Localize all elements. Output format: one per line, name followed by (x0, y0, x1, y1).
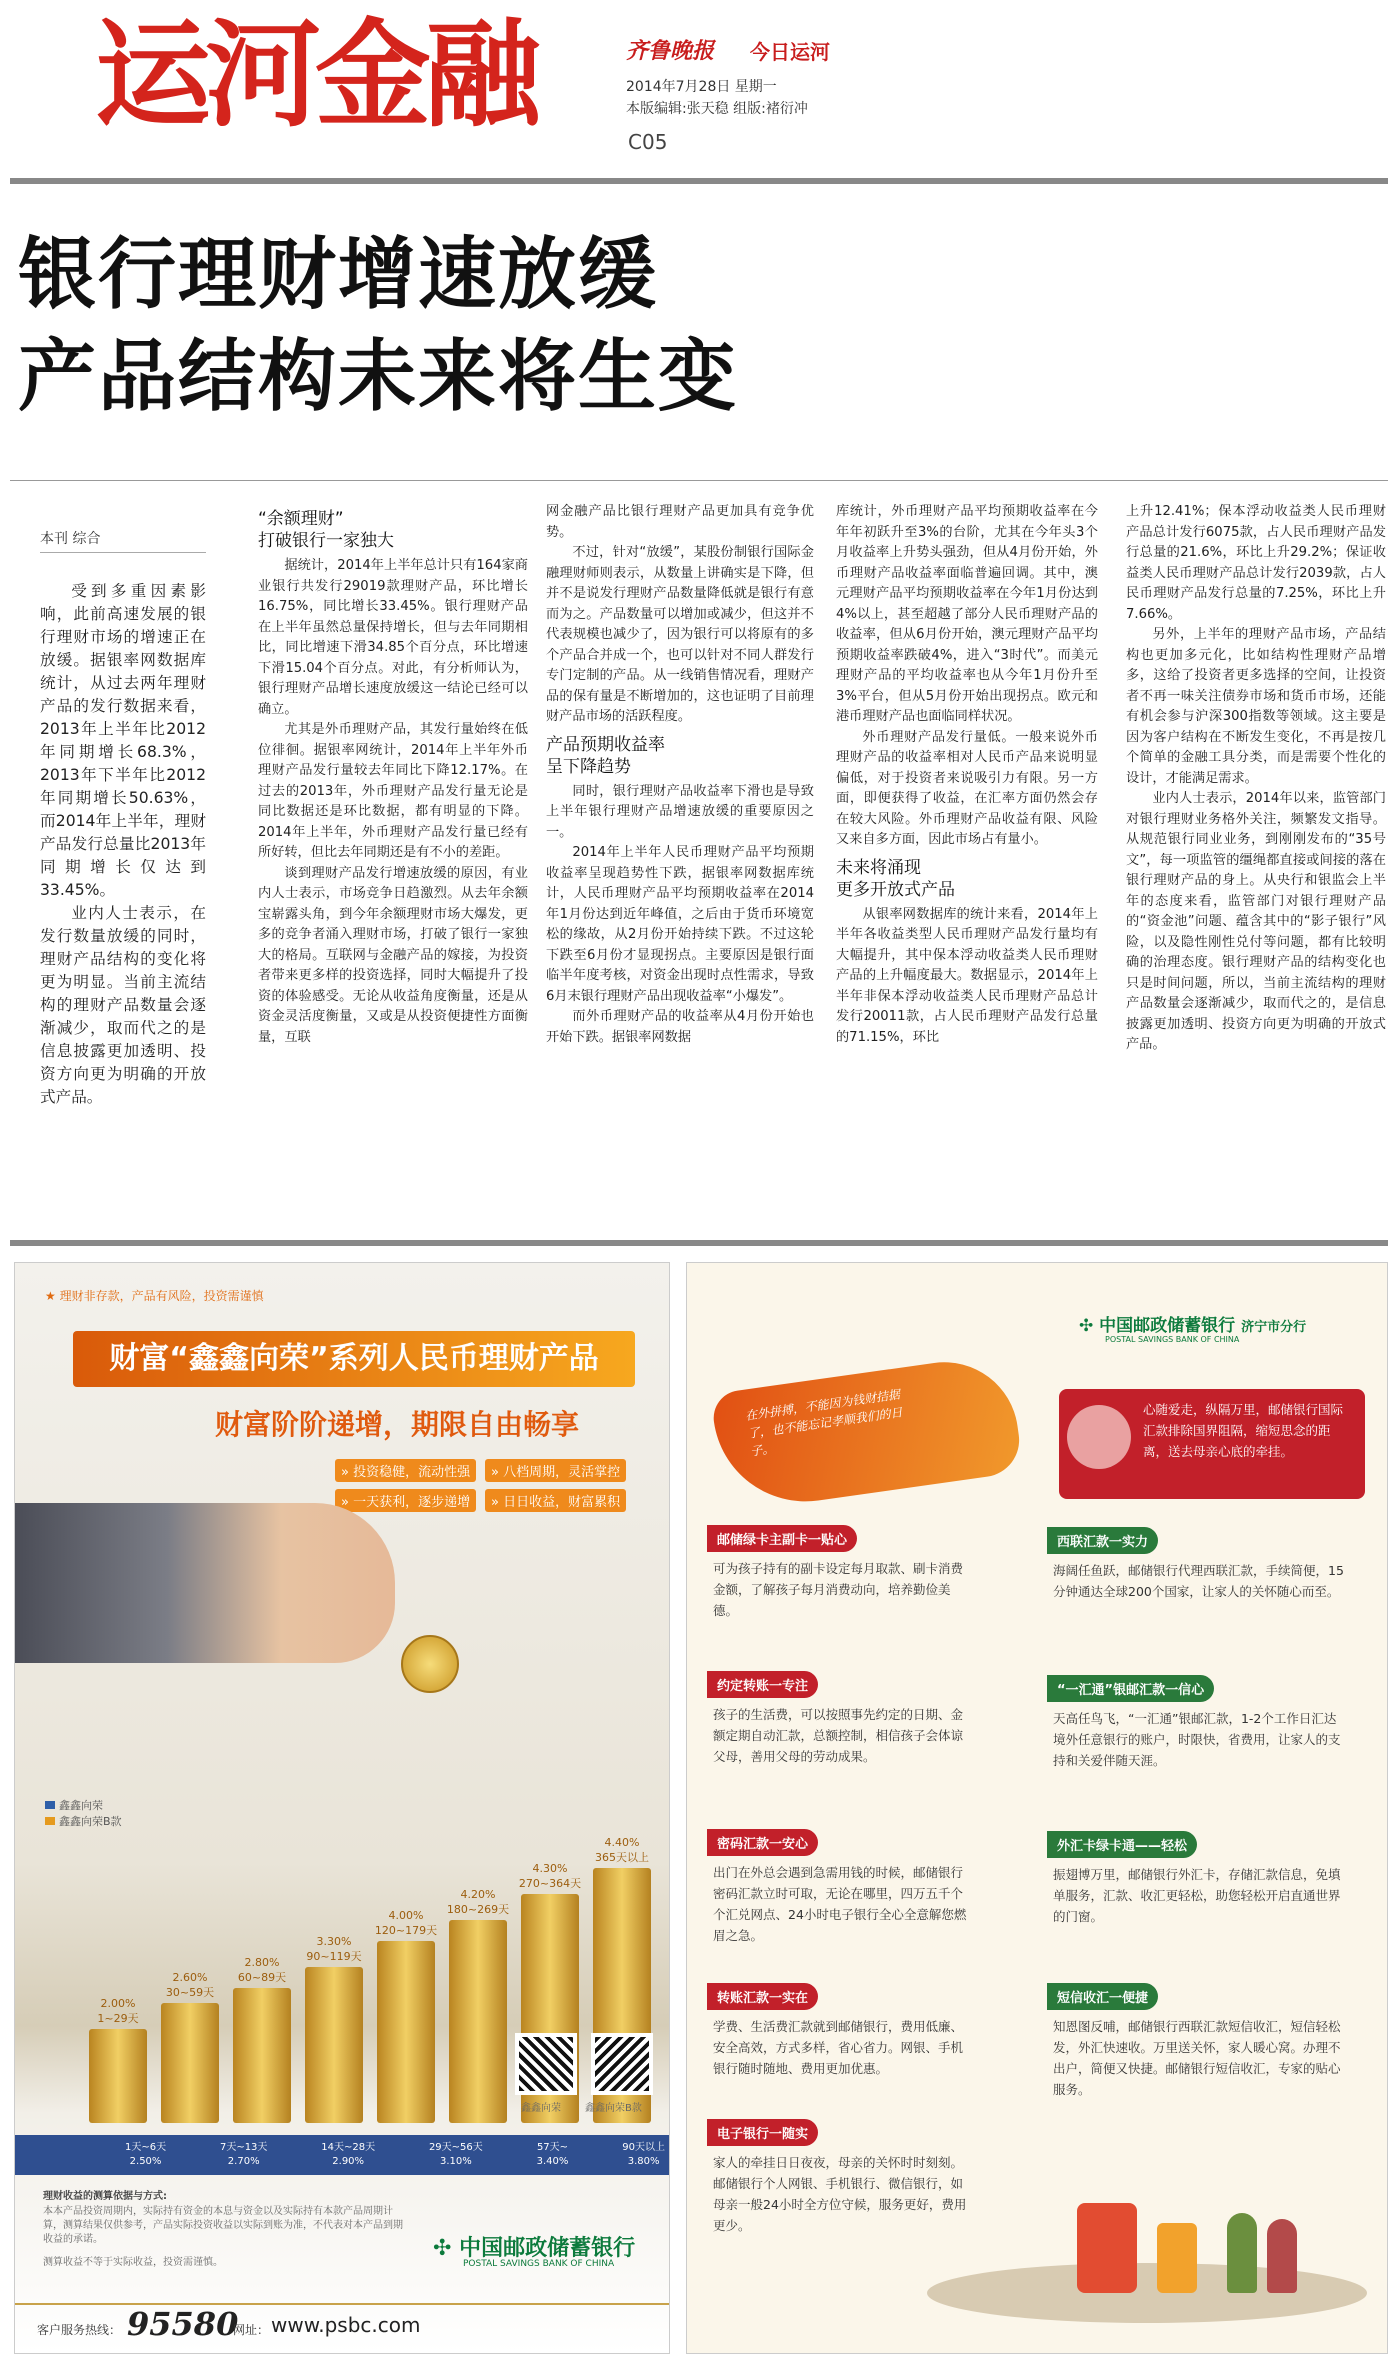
rate-term: 30~59天 (165, 1986, 215, 1999)
service-item (707, 1671, 967, 1767)
article-column-2 (546, 502, 814, 1048)
rate-label (582, 1836, 662, 1865)
subheading-line-1: 未来将涌现 (836, 857, 921, 878)
rate-term: 60~89天 (237, 1971, 287, 1984)
website-label: 网址： (233, 2323, 270, 2337)
hotline-number[interactable]: 95580 (127, 2305, 239, 2343)
headline-line-1: 银行理财增速放缓 (18, 230, 659, 320)
subheading-line-2: 更多开放式产品 (836, 879, 955, 900)
bank-name-en: POSTAL SAVINGS BANK OF CHINA (1105, 1335, 1240, 1344)
feature-tag: » 一天获利，逐步递增 (335, 1489, 476, 1512)
article-bottom-divider (10, 1240, 1388, 1246)
body-paragraph: 尤其是外币理财产品，其发行量始终在低位徘徊。据银率网统计，2014年上半年外币理财产品发行量较去年同比下降12.17%。在过去的2013年，外币理财产品发行量无论是同比数据还是环比数据，都有明显的下降。2014年上半年，外币理财产品发行量已经有所好转，但比去年同期还是有不小的差距。 (258, 722, 528, 860)
rate-table-cell (220, 2141, 267, 2171)
page-number: C05 (628, 130, 668, 154)
rate-term: 14天~28天 (321, 2142, 376, 2153)
service-description: 海阔任鱼跃，邮储银行代理西联汇款，手续简便，15分钟通达全球200个国家，让家人的关怀随心而至。 (1053, 1563, 1344, 1599)
hotline-label: 客户服务热线： (37, 2323, 122, 2337)
service-title: 外汇卡绿卡通——轻松 (1047, 1831, 1197, 1858)
body-paragraph: 网金融产品比银行理财产品更加具有竞争优势。 (546, 504, 814, 540)
family-illustration (927, 2203, 1367, 2343)
subheading (836, 857, 1098, 901)
article-column-3 (836, 502, 1098, 1048)
rate-value: 3.40% (536, 2156, 569, 2167)
lead-paragraph: 受到多重因素影响，此前高速发展的银行理财市场的增速正在放缓。据银率网数据库统计，从过去两年理财产品的发行数据来看，2013年上半年比2012年同期增长68.3%，2013年下半年比2012年同期增长50.63%，而2014年上半年，理财产品发行总量比2013年同期增长仅达到33.45%。 (40, 582, 206, 899)
masthead-divider (10, 178, 1388, 184)
body-paragraph: 业内人士表示，2014年以来，监管部门对银行理财业务格外关注，频繁发文指导。从规范银行同业业务，到刚刚发布的“35号文”，每一项监管的缰绳都直接或间接的落在银行理财产品的身上。从央行和银监会上半年的态度来看，监管部门对银行理财产品的“资金池”问题、蕴含其中的“影子银行”风险，以及隐性刚性兑付等问题，都有比较明确的治理态度。银行理财产品的结构变化也只是时间问题，所以，当前主流结构的理财产品数量会逐渐减少，取而代之的，是信息披露更加透明、投资方向更为明确的开放式产品。 (1126, 791, 1386, 1052)
rate-term: 365天以上 (595, 1851, 649, 1864)
service-title: 转账汇款一实在 (707, 1983, 818, 2010)
building-icon (1157, 2223, 1197, 2293)
rate-term: 270~364天 (518, 1877, 582, 1890)
remittance-ad (686, 1262, 1388, 2354)
subheading-line-1: 产品预期收益率 (546, 734, 665, 755)
rate-value: 4.20% (460, 1888, 496, 1901)
ground-shape (927, 2263, 1367, 2323)
building-icon (1077, 2203, 1137, 2293)
rate-label (510, 1862, 590, 1891)
rate-value: 4.40% (604, 1836, 640, 1849)
intro-text: 心随爱走，纵隔万里，邮储银行国际汇款排除国界阻隔，缩短思念的距离，送去母亲心底的牵挂。 (1143, 1402, 1344, 1459)
body-paragraph: 同时，银行理财产品收益率下滑也是导致上半年银行理财产品增速放缓的重要原因之一。 (546, 783, 814, 840)
body-paragraph: 据统计，2014年上半年总计只有164家商业银行共发行29019款理财产品，环比增长16.75%，同比增长33.45%。银行理财产品在上半年虽然总量保持增长，但与去年同期相比，同比增速下滑34.85个百分点，环比增速下滑15.04个百分点。对此，有分析师认为，银行理财产品增长速度放缓这一结论已经可以确立。 (258, 558, 528, 717)
rate-table-cell (537, 2141, 569, 2171)
service-item (1047, 1983, 1347, 2100)
service-title: 密码汇款一安心 (707, 1829, 818, 1856)
article-column-1 (258, 502, 528, 1048)
rate-value: 2.90% (332, 2156, 365, 2167)
service-description: 孩子的生活费，可以按照事先约定的日期、金额定期自动汇款，总额控制，相信孩子会体谅父母，善用父母的劳动成果。 (713, 1707, 964, 1764)
article-column-4 (1126, 502, 1386, 1056)
subheading (546, 734, 814, 778)
rate-term: 29天~56天 (428, 2142, 483, 2153)
rate-value: 2.00% (100, 1997, 136, 2010)
body-paragraph: 另外，上半年的理财产品市场，产品结构也更加多元化，比如结构性理财产品增多，这给了投资者更多选择的空间，让投资者不再一味关注债券市场和货币市场，还能有机会参与沪深300指数等领域。这主要是因为客户结构在不断发生变化，不再是按几个简单的金融工具分类，而是需要个性化的设计，才能满足需求。 (1126, 627, 1386, 786)
bank-name: 中国邮政储蓄银行 (459, 2236, 636, 2261)
feature-tag: » 日日收益，财富累积 (485, 1489, 626, 1512)
rate-value: 2.80% (244, 1956, 280, 1969)
coin-stack-bar (89, 2029, 147, 2123)
rate-label (78, 1997, 158, 2026)
body-paragraph: 库统计，外币理财产品平均预期收益率在今年年初跃升至3%的台阶，尤其在今年头3个月收益率上升势头强劲，但从4月份开始，外币理财产品收益率面临普遍回调。其中，澳元理财产品平均预期收益率在今年1月份达到4%以上，甚至超越了部分人民币理财产品的收益率，但从6月份开始，澳元理财产品平均预期收益率跌破4%，进入“3时代”。而美元理财产品的平均收益率也从今年1月份升至3%平台，但从5月份开始出现拐点。欧元和港币理财产品也面临同样状况。 (836, 504, 1098, 724)
note-title: 理财收益的测算依据与方式: (43, 2191, 167, 2202)
legend-label: 鑫鑫向荣B款 (59, 1815, 122, 1828)
rate-value: 2.70% (227, 2156, 260, 2167)
service-description: 学费、生活费汇款就到邮储银行，费用低廉、安全高效，方式多样，省心省力。网银、手机银行随时随地、费用更加优惠。 (713, 2019, 964, 2076)
rate-value: 2.60% (172, 1971, 208, 1984)
rate-term: 1天~6天 (125, 2142, 167, 2153)
qr-code[interactable] (515, 2033, 577, 2095)
rate-term: 7天~13天 (219, 2142, 268, 2153)
person-icon (1227, 2213, 1257, 2293)
rate-label (438, 1888, 518, 1917)
note-disclaimer: 测算收益不等于实际收益，投资需谨慎。 (43, 2257, 223, 2268)
service-title: 电子银行一随实 (707, 2119, 818, 2146)
service-description: 知恩图反哺，邮储银行西联汇款短信收汇，短信轻松发，外汇快速收。万里送关怀，家人暖心窝。办理不出户，简便又快捷。邮储银行短信收汇，专家的贴心服务。 (1053, 2019, 1341, 2097)
service-title: 短信收汇一便捷 (1047, 1983, 1158, 2010)
rate-value: 3.10% (439, 2156, 472, 2167)
headline-divider (10, 480, 1388, 481)
feature-tag: » 八档周期，灵活掌控 (485, 1459, 626, 1482)
legend-swatch (45, 1817, 55, 1825)
newspaper-name: 齐鲁晚报 (626, 39, 715, 64)
lead-paragraph: 业内人士表示，在发行数量放缓的同时，理财产品结构的变化将更为明显。当前主流结构的理财产品数量会逐渐减少，取而代之的是信息披露更加透明、投资方向更为明确的开放式产品。 (40, 904, 206, 1106)
qr-label: 鑫鑫向荣 (521, 2103, 561, 2114)
website-link[interactable]: www.psbc.com (271, 2313, 421, 2337)
rate-term: 120~179天 (374, 1924, 438, 1937)
rate-table-cell (321, 2141, 375, 2171)
rate-term: 180~269天 (446, 1903, 510, 1916)
service-title: “一汇通”银邮汇款一信心 (1047, 1675, 1214, 1702)
legend-label: 鑫鑫向荣 (59, 1799, 103, 1812)
coin-stack-bar (377, 1941, 435, 2123)
service-description: 振翅博万里，邮储银行外汇卡，存储汇款信息，免填单服务，汇款、收汇更轻松，助您轻松开启直通世界的门窗。 (1053, 1867, 1341, 1924)
subheading-line-1: “余额理财” (258, 509, 344, 529)
ad-footer-rule (15, 2303, 669, 2305)
bank-name: 中国邮政储蓄银行 (1099, 1316, 1236, 1336)
rate-term: 1~29天 (97, 2012, 139, 2025)
rate-value: 3.80% (627, 2156, 660, 2167)
headline-line-2: 产品结构未来将生变 (18, 332, 739, 422)
service-title: 邮储绿卡主副卡一贴心 (707, 1525, 857, 1552)
feature-tag: » 投资稳健，流动性强 (335, 1459, 476, 1482)
service-description: 家人的牵挂日日夜夜，母亲的关怀时时刻刻。邮储银行个人网银、手机银行、微信银行，如母亲一般24小时全方位守候，服务更好，费用更少。 (713, 2155, 967, 2233)
rate-term: 90~119天 (306, 1950, 362, 1963)
rate-label (222, 1956, 302, 1985)
rate-table-cell (429, 2141, 483, 2171)
coin-stack-bar (233, 1988, 291, 2123)
service-item (707, 1829, 967, 1946)
issue-date: 2014年7月28日 星期一 (626, 79, 777, 95)
rate-value: 4.30% (532, 1862, 568, 1875)
rate-label (366, 1909, 446, 1938)
rate-label (150, 1971, 230, 2000)
service-item (707, 1525, 967, 1621)
coin-stack-bar (161, 2003, 219, 2123)
coin-stack-bar (449, 1920, 507, 2123)
bank-logo-icon: ✣ (1079, 1316, 1100, 1336)
service-item (1047, 1527, 1347, 1602)
byline: 本刊 综合 (40, 531, 101, 547)
lead-column (40, 580, 206, 1109)
section-masthead: 运河金融 (95, 8, 535, 143)
body-paragraph: 2014年上半年人民币理财产品平均预期收益率呈现趋势性下跌，据银率网数据库统计，人民币理财产品平均预期收益率在2014年1月份达到近年峰值，之后由于货币环境宽松的缘故，从2月份开始持续下跌。不过这轮下跌至6月份才显现拐点。主要原因是银行面临半年度考核，对资金出现时点性需求，导致6月末银行理财产品出现收益率“小爆发”。 (546, 845, 814, 1004)
coin-stack-bar (305, 1967, 363, 2123)
service-description: 出门在外总会遇到急需用钱的时候，邮储银行密码汇款立时可取，无论在哪里，四万五千个个汇兑网点、24小时电子银行全心全意解您燃眉之急。 (713, 1865, 967, 1943)
bank-logo-icon: ✣ (433, 2236, 460, 2261)
note-body: 本本产品投资周期内，实际持有资金的本息与资金以及实际持有本款产品周期计算，测算结果仅供参考，产品实际投资收益以实际到账为准，不代表对本产品到期收益的承诺。 (43, 2206, 403, 2245)
subheading-line-2: 打破银行一家独大 (258, 531, 394, 551)
rate-value: 3.30% (316, 1935, 352, 1948)
edition-name: 今日运河 (750, 40, 830, 64)
brush-text: 在外拼搏，不能因为钱财拮据了，也不能忘记孝顺我们的日子。 (744, 1387, 904, 1459)
ad-subtitle: 财富阶阶递增，期限自由畅享 (215, 1408, 580, 1441)
service-title: 约定转账一专注 (707, 1671, 818, 1698)
body-paragraph: 从银率网数据库的统计来看，2014年上半年各收益类型人民币理财产品发行量均有大幅提升，其中保本浮动收益类人民币理财产品的上升幅度最大。数据显示，2014年上半年非保本浮动收益类人民币理财产品总计发行20011款，占人民币理财产品发行总量的71.15%，环比 (836, 906, 1098, 1045)
body-paragraph: 谈到理财产品发行增速放缓的原因，有业内人士表示，市场竞争日趋激烈。从去年余额宝崭露头角，到今年余额理财市场大爆发，更多的竞争者涌入理财市场，打破了银行一家独大的格局。互联网与金融产品的嫁接，为投资者带来更多样的投资选择，同时大幅提升了投资的体验感受。无论从收益角度衡量，还是从资金灵活度衡量，又或是从投资便捷性方面衡量，互联 (258, 865, 528, 1045)
wealth-product-ad (14, 1262, 670, 2354)
rate-table-row (125, 2141, 665, 2171)
coin-icon (401, 1635, 459, 1693)
bank-name-en: POSTAL SAVINGS BANK OF CHINA (463, 2259, 615, 2269)
editor-credits: 本版编辑:张天稳 组版:褚衍冲 (626, 101, 808, 117)
rate-term: 90天以上 (622, 2142, 665, 2153)
body-paragraph: 外币理财产品发行量低。一般来说外币理财产品的收益率相对人民币产品来说明显偏低，对于投资者来说吸引力有限。另一方面，即便获得了收益，在汇率方面仍然会存在较大风险。外币理财产品收益有限、风险又来自多方面，因此市场占有量小。 (836, 729, 1098, 847)
body-paragraph: 而外币理财产品的收益率从4月份开始也开始下跌。据银率网数据 (546, 1009, 814, 1045)
service-description: 可为孩子持有的副卡设定每月取款、刷卡消费金额，了解孩子每月消费动向，培养勤俭美德。 (713, 1561, 964, 1618)
intro-box (1059, 1389, 1365, 1499)
byline-rule (40, 552, 206, 553)
legend-swatch (45, 1801, 55, 1809)
body-paragraph: 不过，针对“放缓”，某股份制银行国际金融理财师则表示，从数量上讲确实是下降，但并不是说发行理财产品数量降低就是银行有意而为之。产品数量可以增加或减少，但这并不代表规模也减少了，因为银行可以将原有的多个产品合并成一个，也可以针对不同人群发行专门定制的产品。从一线销售情况看，理财产品的保有量是不断增加的，这也证明了目前理财产品市场的活跃程度。 (546, 545, 814, 724)
rate-table-cell (622, 2141, 665, 2171)
qr-label: 鑫鑫向荣B款 (585, 2103, 642, 2114)
person-icon (1267, 2219, 1297, 2293)
branch-name: 济宁市分行 (1241, 1320, 1307, 1335)
mother-portrait-icon (1067, 1405, 1131, 1469)
risk-tagline: ★ 理财非存款，产品有风险，投资需谨慎 (45, 1289, 264, 1303)
bank-logo (1079, 1311, 1306, 1336)
rate-table-cell (125, 2141, 166, 2171)
rate-term: 57天~ (536, 2142, 569, 2153)
service-item (1047, 1831, 1347, 1927)
subheading (258, 508, 528, 552)
subheading-line-2: 呈下降趋势 (546, 756, 631, 777)
hand-illustration (15, 1503, 395, 1663)
qr-code[interactable] (591, 2033, 653, 2095)
service-description: 天高任鸟飞，“一汇通”银邮汇款，1-2个工作日汇达境外任意银行的账户，时限快，省费用，让家人的支持和关爱伴随天涯。 (1053, 1711, 1341, 1768)
service-item (1047, 1675, 1347, 1771)
service-item (707, 1983, 967, 2079)
rate-value: 2.50% (129, 2156, 162, 2167)
rate-value: 4.00% (388, 1909, 424, 1922)
rate-table (15, 2135, 669, 2175)
bank-logo (433, 2231, 635, 2262)
service-title: 西联汇款一实力 (1047, 1527, 1158, 1554)
body-paragraph: 上升12.41%；保本浮动收益类人民币理财产品总计发行6075款，占人民币理财产品发行总量的21.6%，环比上升29.2%；保证收益类人民币理财产品总计发行2039款，占人民币理财产品发行总量的7.25%，环比上升7.66%。 (1126, 504, 1386, 622)
rate-label (294, 1935, 374, 1964)
ad-banner-title: 财富“鑫鑫向荣”系列人民币理财产品 (73, 1331, 635, 1387)
